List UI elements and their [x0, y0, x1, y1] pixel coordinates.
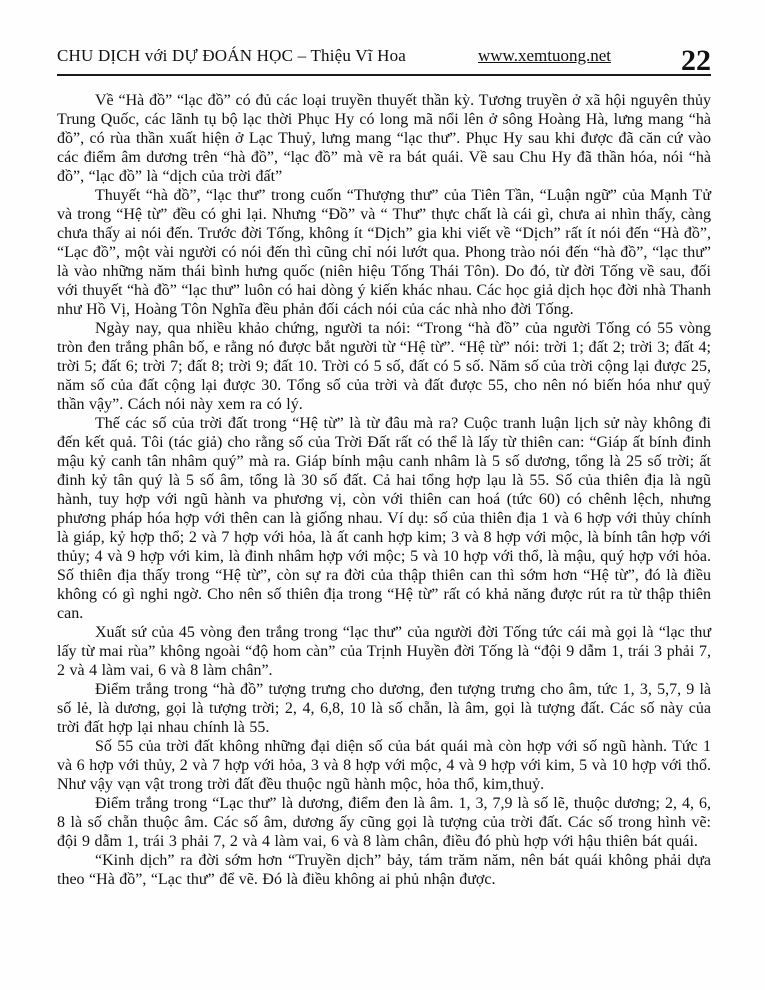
paragraph-diem-trang-hado: Điểm trắng trong “hà đồ” tượng trưng cho dương, đen tượng trưng cho âm, tức 1, 3, 5,7, 9 là số lẻ, là dương, gọi là tượng trời; 2, 4, 6,8, 10 là số chẵn, là âm, gọi là tượng đất. Các số này của trời đất hợp lại nhau chính là 55. — [57, 681, 711, 736]
website-link[interactable]: www.xemtuong.net — [478, 46, 611, 65]
paragraph-so-55: Số 55 của trời đất không những đại diện số của bát quái mà còn hợp với số ngũ hành. Tức 1 và 6 hợp với thủy, 2 và 7 hợp với hỏa, 3 và 8 hợp với mộc, 4 và 9 hợp với kim, 5 và 10 hợp với thổ. Như vậy vạn vật trong trời đất đều thuộc ngũ hành mộc, hỏa thổ, kim,thuỷ. — [57, 738, 711, 793]
page-header — [57, 0, 711, 76]
paragraph-so-troi-dat: Thế các số của trời đất trong “Hệ từ” là từ đâu mà ra? Cuộc tranh luận lịch sử này không đi đến kết quả. Tôi (tác giả) cho rằng số của Trời Đất rất có thể là lấy từ thiên can: “Giáp ất bính đinh mậu kỷ canh tân nhâm quý” mà ra. Giáp bính mậu canh nhâm là 5 số dương, tổng là 25 số trời; ất đinh kỷ tân quý là 5 số âm, tổng là 30 số đất. Cả hai tổng hợp lạu là 55. Số của thiên địa là ngũ hành, tuy hợp với ngũ hành va phương vị, còn với thiên can hoá (tức 60) có chênh lệch, nhưng phương pháp hóa hợp với thên can là giống nhau. Ví dụ: số của thiên địa 1 và 6 hợp với thủy chính là giáp, kỷ hợp thổ; 2 và 7 hợp với hỏa, là ất canh hợp kim; 3 và 8 hợp với mộc, là bính tân hợp với thủy; 4 và 9 hợp với kim, là đinh nhâm hợp với mộc; 5 và 10 hợp với thổ, là mậu, quý hợp với hỏa. Số thiên địa thấy trong “Hệ từ”, còn sự ra đời của thập thiên can thì sớm hơn “Hệ từ”, đó là điều không có gì nghi ngờ. Cho nên số thiên địa trong “Hệ từ” rất có khả năng được rút ra từ thập thiên can. — [57, 415, 711, 622]
paragraph-thuyet-hado: Thuyết “hà đồ”, “lạc thư” trong cuốn “Thượng thư” của Tiên Tần, “Luận ngữ” của Mạnh Tử và trong “Hệ từ” đều có ghi lại. Nhưng “Đồ” và “ Thư” thực chất là cái gì, chưa ai nhìn thấy, càng chưa thấy ai nói đến. Trước đời Tống, không ít “Dịch” gia khi viết về “Dịch” rất ít nói đến “Hà đồ”, “Lạc đồ”, một vài người có nói đến thì cũng chỉ nói lướt qua. Phong trào nói đến “hà đồ”, “lạc thư” là vào những năm thái bình hưng quốc (niên hiệu Tống Thái Tôn). Do đó, từ đời Tống về sau, đối với thuyết “hà đồ” “lạc thư” luôn có hai dòng ý kiến khác nhau. Các học giả dịch học đời nhà Thanh như Hồ Vị, Hoàng Tôn Nghĩa đều phản đối cách nói của các nhà nho đời Tống. — [57, 187, 711, 318]
page-content — [57, 0, 711, 889]
paragraph-diem-trang-lacthu: Điểm trắng trong “Lạc thư” là dương, điểm đen là âm. 1, 3, 7,9 là số lẽ, thuộc dương; 2, 4, 6, 8 là số chẵn thuộc âm. Các số âm, dương ấy cũng gọi là tượng của trời đất. Các số trong hình vẽ: đội 9 dẫm 1, trái 3 phải 7, 2 và 4 làm vai, 6 và 8 làm chân, điều đó phù hợp với hậu thiên bát quái. — [57, 795, 711, 850]
paragraph-kinh-dich: “Kinh dịch” ra đời sớm hơn “Truyền dịch” bảy, tám trăm năm, nên bát quái không phải dựa theo “Hà đồ”, “Lạc thư” để vẽ. Đó là điều không ai phủ nhận được. — [57, 852, 711, 888]
page-number: 22 — [681, 44, 711, 77]
paragraph-ngay-nay: Ngày nay, qua nhiều khảo chứng, người ta nói: “Trong “hà đồ” của người Tống có 55 vòng tròn đen trắng phân bố, e rằng nó được bắt người từ “Hệ từ”. “Hệ từ” nói: trời 1; đất 2; trời 3; đất 4; trời 5; đất 6; trời 7; đất 8; trời 9; đất 10. Trời có 5 số, đất có 5 số. Năm số của trời cộng lại được 25, năm số của đất cộng lại được 30. Tổng số của trời và đất được 55, cho nên nó biến hóa như quỷ thần vậy”. Cách nói này xem ra có lý. — [57, 320, 711, 413]
book-title: CHU DỊCH với DỰ ĐOÁN HỌC – Thiệu Vĩ Hoa — [57, 46, 407, 65]
paragraph-hado-legends: Về “Hà đồ” “lạc đồ” có đủ các loại truyền thuyết thần kỳ. Tương truyền ở xã hội nguyên thủy Trung Quốc, các lãnh tụ bộ lạc thời Phục Hy có long mã nổi lên ở sông Hoàng Hà, lưng mang “hà đồ”, có rùa thần xuất hiện ở Lạc Thuỷ, lưng mang “lạc thư”. Phục Hy sau khi được đã căn cứ vào các điểm âm dương trên “hà đồ”, “lạc đồ” mà vẽ ra bát quái. Về sau Chu Hy đã thần hóa, nói “hà đồ”, “lạc đồ” là “dịch của trời đất” — [57, 92, 711, 185]
paragraph-xuat-su-45-vong: Xuất sứ của 45 vòng đen trắng trong “lạc thư” của người đời Tống tức cái mà gọi là “lạc thư lấy từ mai rùa” không ngoài “độ hom càn” của Trịnh Huyền đời Tống là “đội 9 dẫm 1, trái 3 phải 7, 2 và 4 làm vai, 6 và 8 làm chân”. — [57, 624, 711, 679]
body-text — [57, 91, 711, 889]
